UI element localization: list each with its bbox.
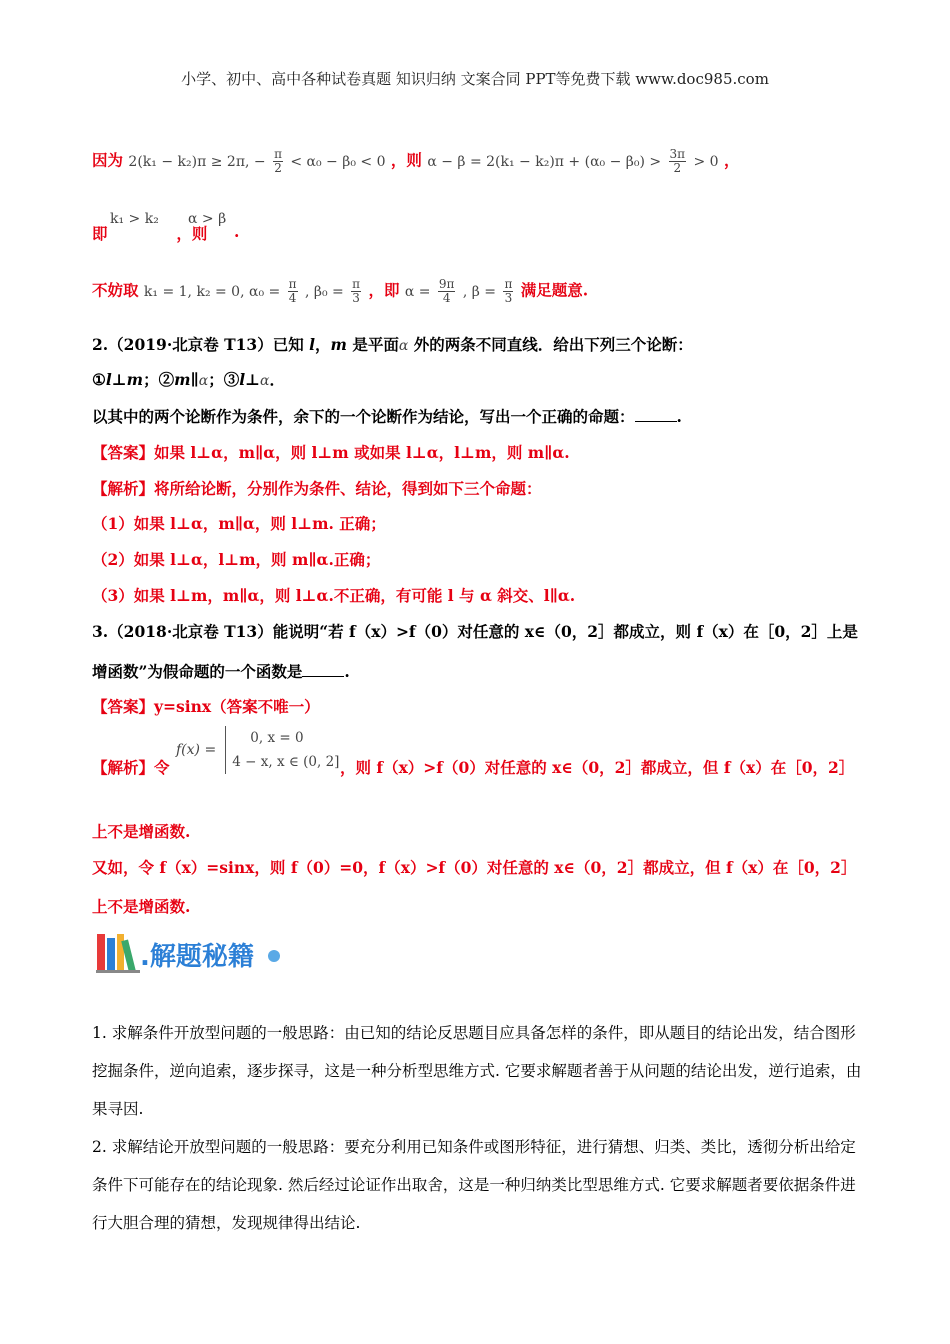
q2-stem-2: 以其中的两个论断作为条件，余下的一个论断作为结论，写出一个正确的命题： . (92, 407, 682, 426)
q2-analysis: 【解析】将所给论断，分别作为条件、结论，得到如下三个命题： (92, 479, 542, 498)
text-then: ，则 (390, 150, 422, 170)
piecewise-cases (225, 726, 339, 774)
fraction-3pi-over-2: $\frac{3\pi}{2}$ (669, 147, 686, 175)
math-alpha-eq: α = (404, 283, 431, 300)
text-ie-2: ，即 (368, 280, 400, 300)
math-inequality-2: < α₀ − β₀ < 0 (290, 153, 386, 170)
answer-blank-2 (302, 662, 344, 677)
case-1: 0, x = 0 (250, 730, 304, 746)
piecewise-function (176, 726, 339, 774)
q3-analysis-end: 上不是增函数. (92, 822, 191, 841)
derivation-line-1 (92, 148, 739, 175)
fraction-pi-over-3: $\frac{\pi}{3}$ (352, 277, 361, 305)
tip-paragraph-1: 1. 求解条件开放型问题的一般思路：由已知的结论反思题目应具备怎样的条件，即从题目的结论出发，结合图形挖掘条件，逆向追索，逐步探寻，这是一种分析型思维方式. 它要求解题者善于从问题的结论出发，逆行追索，由果寻因. (92, 1024, 862, 1118)
q3-stem-1: 3.（2018·北京卷 T13）能说明“若 f（x）>f（0）对任意的 x∈（0，2］都成立，则 f（x）在［0，2］上是 (92, 622, 858, 641)
q2-case-2: （2）如果 l⊥α，l⊥m，则 m∥α.正确； (92, 550, 381, 569)
text-period: . (234, 222, 240, 241)
q3-alternative-1: 又如，令 f（x）=sinx，则 f（0）=0，f（x）>f（0）对任意的 x∈（0，2］都成立，但 f（x）在［0，2］ (92, 858, 857, 877)
case-2: 4 − x, x ∈ (0, 2] (232, 754, 340, 770)
q2-case-3: （3）如果 l⊥m，m∥α，则 l⊥α.不正确，有可能 l 与 α 斜交、l∥α. (92, 586, 576, 605)
dot-icon (268, 950, 280, 962)
q2-answer: 【答案】如果 l⊥α，m∥α，则 l⊥m 或如果 l⊥α，l⊥m，则 m∥α. (92, 443, 570, 462)
q2-case-1: （1）如果 l⊥α，m∥α，则 l⊥m. 正确； (92, 514, 386, 533)
q3-analysis-continued: ，则 f（x）>f（0）对任意的 x∈（0，2］都成立，但 f（x）在［0，2］ (340, 758, 855, 777)
q3-analysis-label: 【解析】令 (92, 758, 170, 777)
math-k-values: k₁ = 1, k₂ = 0, α₀ = (143, 283, 281, 300)
math-difference: α − β = 2(k₁ − k₂)π + (α₀ − β₀) > (427, 153, 662, 170)
q2-options: ①l⊥m；②m∥α；③l⊥α． (92, 370, 285, 389)
math-beta0: , β₀ = (304, 283, 344, 300)
fraction-9pi-over-4: $\frac{9\pi}{4}$ (438, 277, 455, 305)
q3-alternative-2: 上不是增函数. (92, 897, 191, 916)
q3-answer: 【答案】y=sinx（答案不唯一） (92, 697, 320, 716)
section-title: .解题秘籍 (140, 942, 254, 972)
math-beta-eq: , β = (462, 283, 497, 300)
function-name: f(x) = (176, 742, 217, 758)
fraction-pi-over-4: $\frac{\pi}{4}$ (288, 277, 297, 305)
q2-stem: 2.（2019·北京卷 T13）已知 l，m 是平面α 外的两条不同直线．给出下列三个论断： (92, 335, 693, 354)
section-banner (96, 930, 286, 976)
page-header: 小学、初中、高中各种试卷真题 知识归纳 文案合同 PPT等免费下载 www.doc985.com (181, 70, 769, 88)
text-because: 因为 (92, 150, 124, 170)
tip-paragraph-2: 2. 求解结论开放型问题的一般思路：要充分利用已知条件或图形特征，进行猜想、归类、类比，透彻分析出给定条件下可能存在的结论现象. 然后经过论证作出取舍，这是一种归纳类比型思维方式. 它要求解题者要依据条件进行大胆合理的猜想，发现规律得出结论. (92, 1138, 856, 1232)
math-alpha-gt-beta: α > β (188, 211, 227, 227)
text-assume: 不妨取 (92, 280, 139, 300)
answer-blank (635, 407, 677, 422)
text-ie: 即 (92, 224, 108, 243)
text-then-2: ，则 (176, 224, 208, 243)
math-greater-zero: > 0 (693, 153, 719, 170)
text-comma: ， (723, 150, 740, 170)
q3-stem-2: 增函数”为假命题的一个函数是 . (92, 662, 350, 681)
math-inequality-1: 2(k₁ − k₂)π ≥ 2π, − (128, 153, 266, 170)
derivation-line-3 (92, 278, 588, 305)
text-satisfies: 满足题意. (520, 280, 589, 300)
fraction-pi-over-3-b: $\frac{\pi}{3}$ (504, 277, 513, 305)
fraction-pi-over-2: $\frac{\pi}{2}$ (274, 147, 282, 175)
math-k1-gt-k2: k₁ > k₂ (110, 211, 159, 227)
